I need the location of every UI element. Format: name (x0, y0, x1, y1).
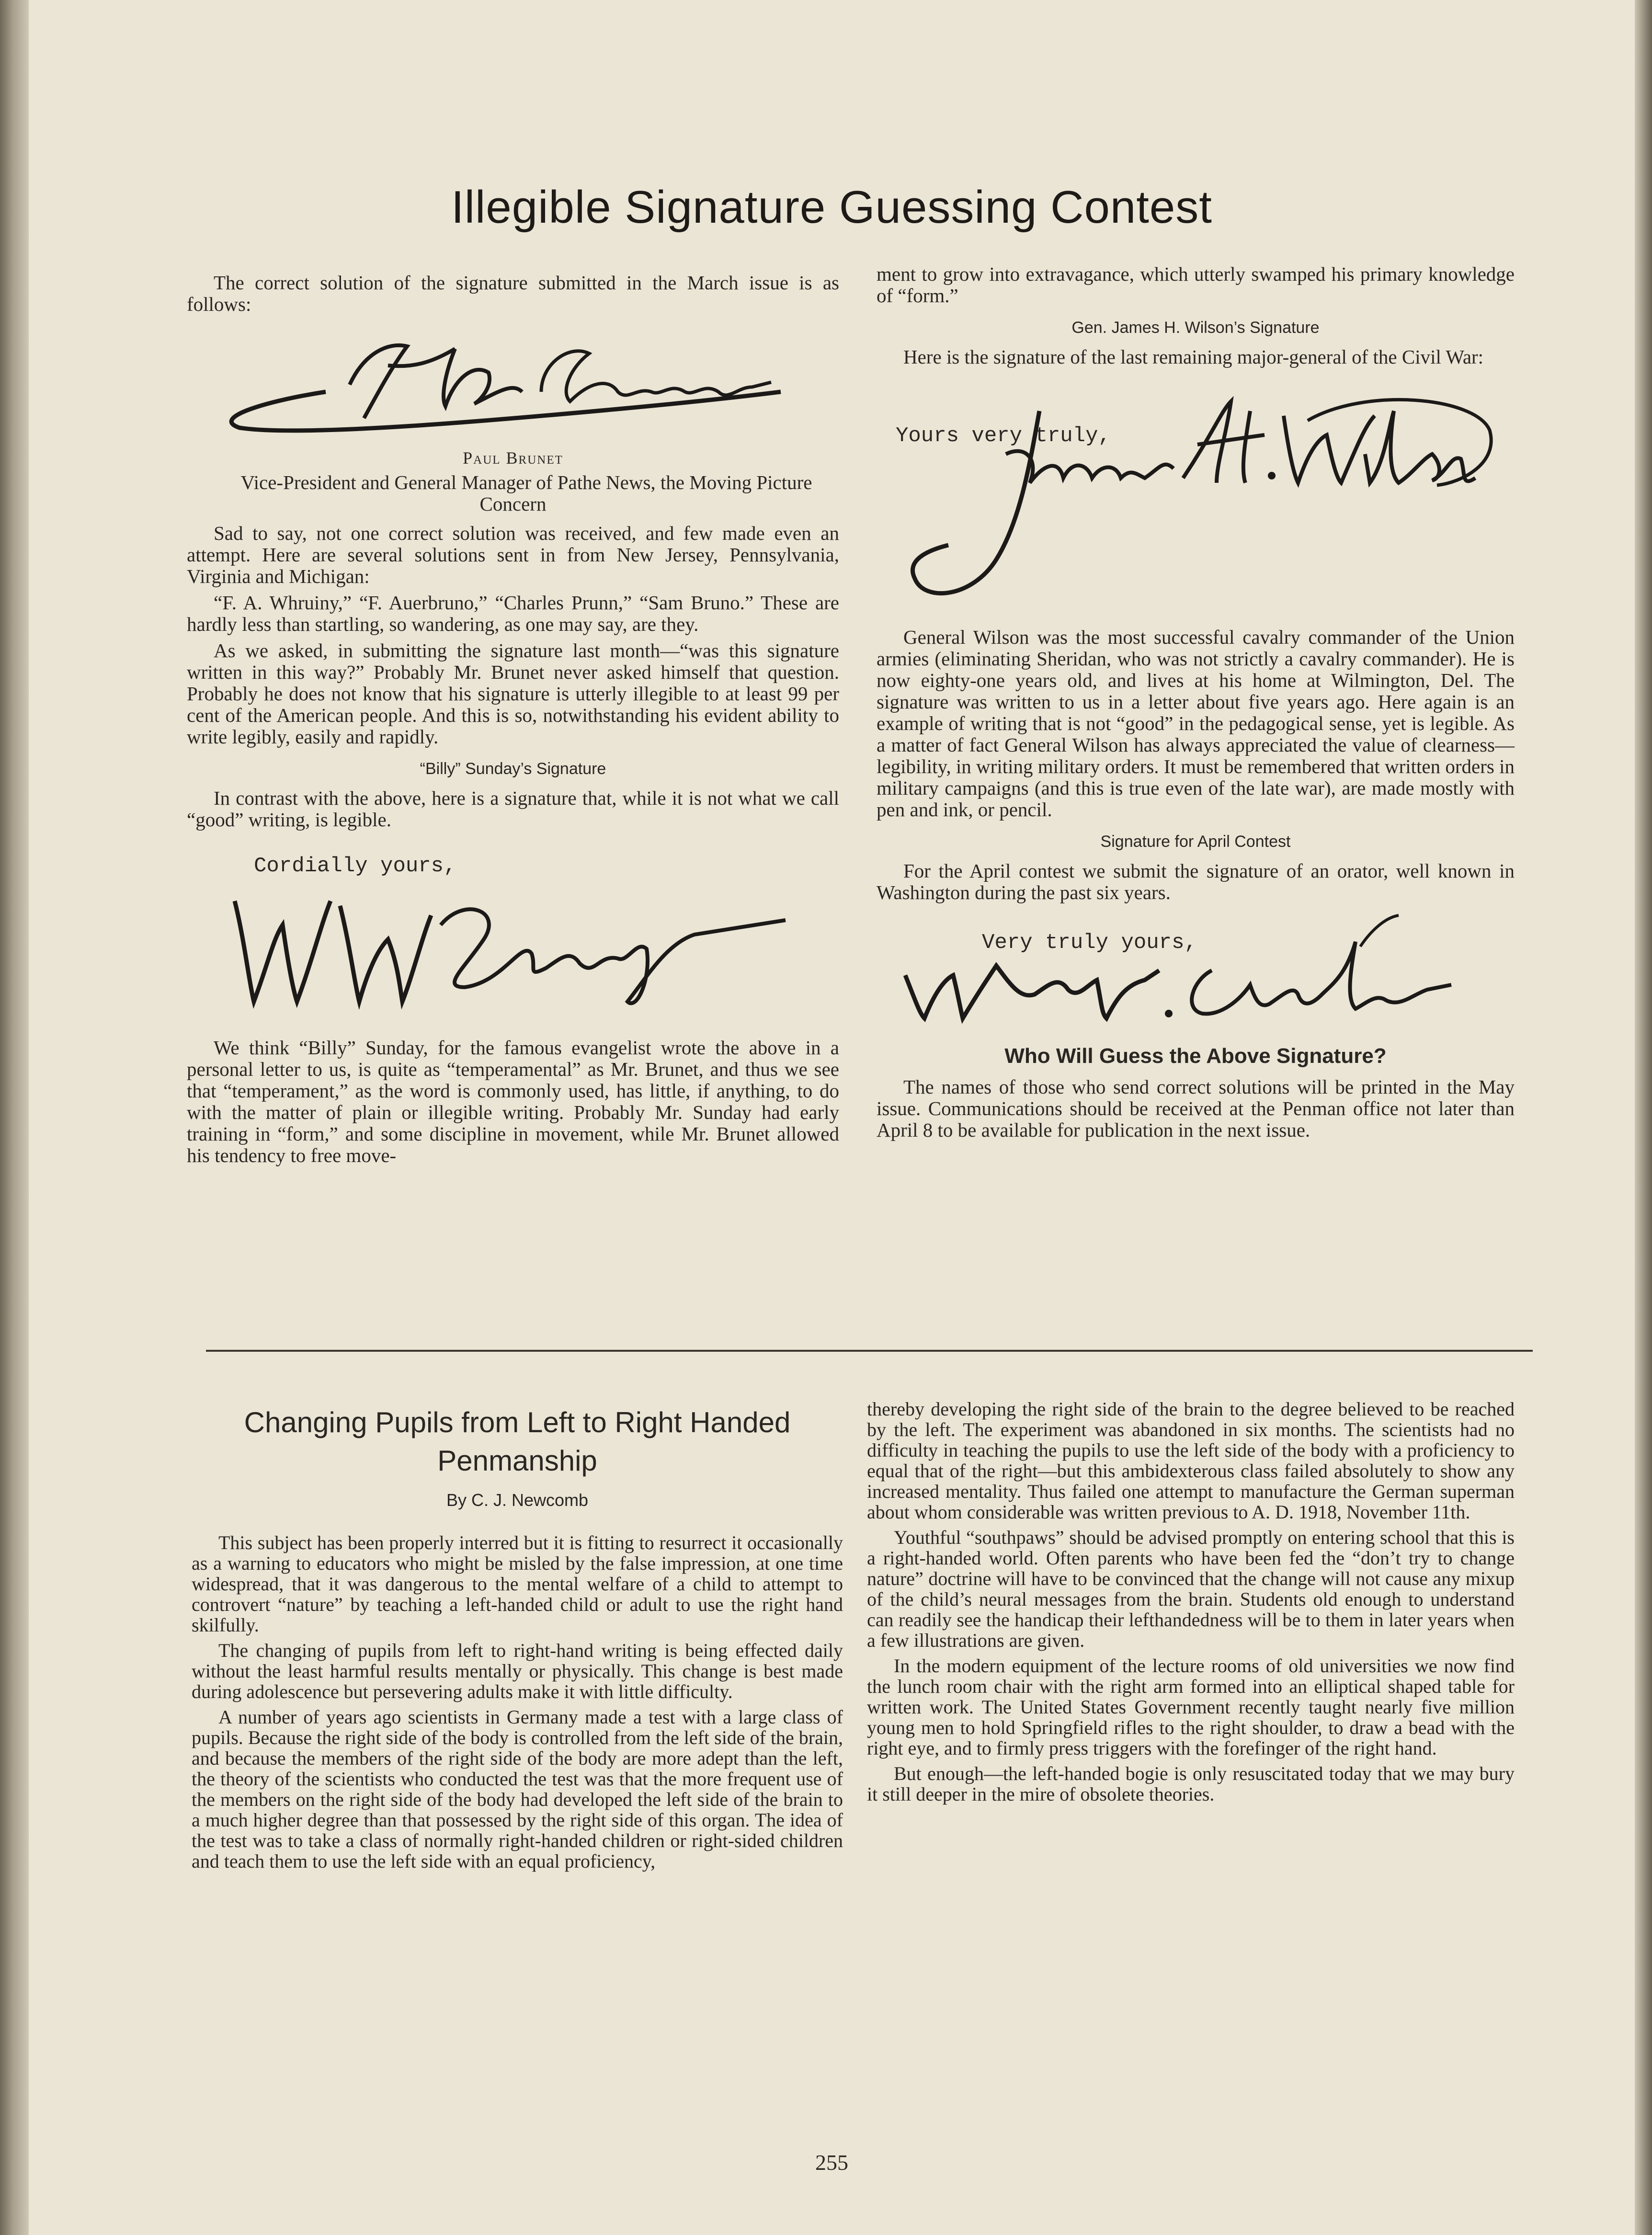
section-divider (206, 1350, 1533, 1352)
left-column (187, 272, 839, 1171)
left-para-1: Sad to say, not one correct solution was received, and few made even an attempt. Here are several solutions sent in from New Jersey, Pennsylvania, Virginia and Michigan: (187, 522, 839, 587)
april-signature-image (877, 913, 1515, 1033)
subhead-billy-sunday: “Billy” Sunday’s Signature (420, 760, 606, 778)
typed-closing-yours: Yours very truly, (896, 424, 1111, 448)
article2-left-para-3: A number of years ago scientists in Germany made a test with a large class of pupils. Because the right side of the body is controlled from the left side of the brain, and because the members of the right side of the body are more adept than the left, the theory of the scientists who conducted the test was that the more frequent use of the members on the right side of the body had developed the left side of the brain to a much higher degree than that possessed by the right side of this organ. The idea of the test was to take a class of normally right-handed children or right-sided children and teach them to use the left side with an equal proficiency, (192, 1706, 843, 1872)
left-para-5: We think “Billy” Sunday, for the famous evangelist wrote the above in a personal letter to us, is quite as “temperamental” as Mr. Brunet, and thus we see that “temperament,” as the word is commonly used, has little, if anything, to do with the matter of plain or illegible writing. Probably Mr. Sunday had early training in “form,” and some discipline in movement, while Mr. Brunet allowed his tendency to free move- (187, 1037, 839, 1166)
article2-right-column (867, 1399, 1515, 1809)
article2-right-para-3: In the modern equipment of the lecture rooms of old universities we now find the lunch room chair with the right arm formed into an elliptical shaped table for written work. The United States Government recently taught nearly five million young men to hold Springfield rifles to the right shoulder, to draw a bead with the right eye, and to firmly press triggers with the forefinger of the right hand. (867, 1655, 1515, 1759)
article2-title: Changing Pupils from Left to Right Handed Penmanship (244, 1406, 791, 1477)
article2-left-column (192, 1403, 843, 1876)
article2-byline: By C. J. Newcomb (446, 1490, 589, 1510)
page-title: Illegible Signature Guessing Contest (451, 182, 1212, 233)
left-para-2: “F. A. Whruiny,” “F. Auerbruno,” “Charles Prunn,” “Sam Bruno.” These are hardly less than startling, so wandering, as one may say, are they. (187, 592, 839, 635)
sunday-signature-image (216, 882, 790, 1026)
signer-title: Vice-President and General Manager of Pathe News, the Moving Picture Concern (240, 471, 812, 515)
page-edge-shadow (1635, 0, 1652, 2235)
intro-paragraph: The correct solution of the signature submitted in the March issue is as follows: (187, 272, 839, 315)
right-para-4: The names of those who send correct solutions will be printed in the May issue. Communications should be received at the Penman office not later than April 8 to be available for publication in the next issue. (877, 1076, 1515, 1141)
sunday-signature (216, 882, 839, 1026)
page-number: 255 (815, 2150, 848, 2175)
signer-name (187, 447, 839, 469)
typed-closing-cordially: Cordially yours, (254, 854, 456, 878)
who-will-guess-heading: Who Will Guess the Above Signature? (1004, 1044, 1387, 1068)
book-spine-shadow (0, 0, 29, 2235)
right-para-3: For the April contest we submit the signature of an orator, well known in Washington during the past six years. (877, 860, 1515, 903)
subhead-wilson: Gen. James H. Wilson’s Signature (1071, 319, 1320, 337)
subhead-april: Signature for April Contest (1100, 832, 1291, 851)
brunet-signature-image (206, 320, 809, 440)
left-para-4: In contrast with the above, here is a signature that, while it is not what we call “good” writing, is legible. (187, 787, 839, 831)
right-para-1: Here is the signature of the last remaining major-general of the Civil War: (903, 346, 1484, 368)
article2-right-para-1: thereby developing the right side of the brain to the degree believed to be reached by the left. The experiment was abandoned in six months. The scientists had no difficulty in teaching the pupils to use the left side of the body with a proficiency to equal that of the right—but this ambidexterous class failed absolutely to show any increased mentality. Thus failed one attempt to manufacture the German superman about whom considerable was written previous to A. D. 1918, November 11th. (867, 1398, 1515, 1523)
article2-left-para-1: This subject has been properly interred but it is fitting to resurrect it occasionally as a warning to educators who might be misled by the false impression, at one time widespread, that it was dangerous to the mental welfare of a child to attempt to controvert “nature” by teaching a left-handed child or adult to use the right hand skilfully. (192, 1532, 843, 1636)
article2-left-para-2: The changing of pupils from left to right-hand writing is being effected daily without the least harmful results mentally or physically. This change is best made during adolescence but persevering adults make it with little difficulty. (192, 1640, 843, 1702)
wilson-signature-image (886, 377, 1509, 627)
article2-right-para-4: But enough—the left-handed bogie is only resuscitated today that we may bury it still deeper in the mire of obsolete theories. (867, 1763, 1515, 1805)
april-signature (877, 913, 1515, 1033)
brunet-signature (206, 320, 839, 440)
right-column (877, 263, 1515, 1146)
left-para-3: As we asked, in submitting the signature last month—“was this signature written in this way?” Probably Mr. Brunet never asked himself that question. Probably he does not know that his signature is utterly illegible to at least 99 per cent of the American people. And this is so, notwithstanding his evident ability to write legibly, easily and rapidly. (187, 639, 839, 748)
typed-closing-very-truly: Very truly yours, (982, 931, 1197, 955)
page (29, 0, 1635, 2235)
signer-name-text: Paul Brunet (463, 448, 563, 468)
wilson-signature (877, 377, 1515, 627)
right-para-2: General Wilson was the most successful cavalry commander of the Union armies (eliminating Sheridan, who was not strictly a cavalry commander). He is now eighty-one years old, and lives at his home at Wilmington, Del. The signature was written to us in a letter about five years ago. Here again is an example of writing that is not “good” in the pedagogical sense, yet is legible. As a matter of fact General Wilson has always appreciated the value of clearness—legibility, in writing military orders. It must be remembered that written orders in military campaigns (and this is true even of the late war), are made mostly with pen and ink, or pencil. (877, 626, 1515, 821)
right-continuation: ment to grow into extravagance, which utterly swamped his primary knowledge of “form.” (877, 263, 1515, 307)
article2-right-para-2: Youthful “southpaws” should be advised promptly on entering school that this is a right-handed world. Often parents who have been fed the “don’t try to change nature” doctrine will have to be convinced that the change will not cause any mixup of the child’s neural messages from the brain. Students old enough to understand can readily see the handicap their lefthandedness will be to them in later years when a few illustrations are given. (867, 1527, 1515, 1651)
